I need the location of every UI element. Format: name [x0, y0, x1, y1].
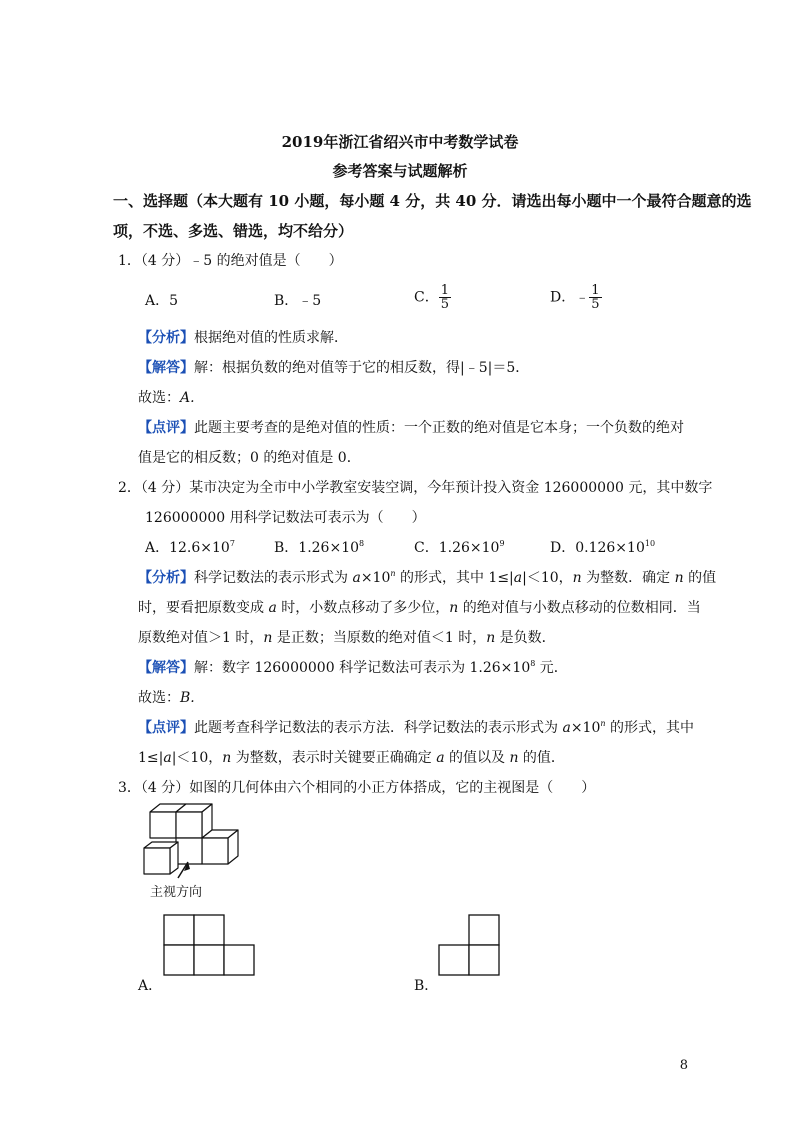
q1-comment-line1: 【点评】此题主要考查的是绝对值的性质：一个正数的绝对值是它本身；一个负数的绝对 [138, 420, 684, 436]
q2-option-c: C．$1.26\times 10^9$ [414, 539, 505, 556]
q2-option-a: A．$12.6\times 10^7$ [145, 539, 235, 556]
q2-analysis-line1: 【分析】科学记数法的表示形式为 $a\times 10^n$ 的形式，其中 1≤|a|＜10，n 为整数．确定 n 的值 [138, 569, 717, 586]
page-title: 2019年浙江省绍兴市中考数学试卷 [281, 133, 519, 151]
q2-option-d: D．$0.126\times 10^{10}$ [550, 539, 656, 556]
section-heading-line1: 一、选择题（本大题有 10 小题，每小题 4 分，共 40 分．请选出每小题中一个最符合题意的选 [113, 192, 752, 210]
page-subtitle: 参考答案与试题解析 [332, 162, 468, 180]
view-direction-label: 主视方向 [150, 885, 203, 900]
q3-option-b: B． [414, 978, 439, 994]
cube-figure [140, 800, 250, 880]
fraction: $\frac{1}{5}$ [440, 283, 449, 312]
q2-stem-line2: 126000000 用科学记数法可表示为（ ） [145, 510, 426, 526]
q1-option-a: A．5 [145, 293, 179, 309]
fraction: $\frac{1}{5}$ [591, 283, 600, 312]
q3-option-a-figure [163, 914, 257, 978]
q3-option-a: A． [138, 978, 163, 994]
q1-option-c: C． $\frac{1}{5}$ [414, 283, 449, 312]
q2-analysis-line3: 原数绝对值＞1 时，n 是正数；当原数的绝对值＜1 时，n 是负数． [138, 630, 556, 646]
q2-comment-line1: 【点评】此题考查科学记数法的表示方法．科学记数法的表示形式为 $a\times 10^n$ 的形式，其中 [138, 719, 694, 736]
page-number: 8 [679, 1058, 688, 1073]
q1-analysis: 【分析】根据绝对值的性质求解． [138, 330, 348, 346]
q2-answer: 【解答】解：数字 126000000 科学记数法可表示为 $1.26\times 10^8$ 元． [138, 659, 568, 676]
q1-comment-line2: 值是它的相反数；0 的绝对值是 0． [138, 450, 361, 466]
section-heading-line2: 项，不选、多选、错选，均不给分） [113, 222, 354, 240]
q2-analysis-line2: 时，要看把原数变成 a 时，小数点移动了多少位，n 的绝对值与小数点移动的位数相同．当 [138, 600, 701, 616]
q2-option-b: B．$1.26\times 10^8$ [274, 539, 365, 556]
q2-comment-line2: 1≤|a|＜10，n 为整数，表示时关键要正确确定 a 的值以及 n 的值． [138, 750, 565, 766]
q1-stem: 1．（4 分）﹣5 的绝对值是（ ） [118, 253, 343, 269]
q2-choice: 故选：B. [138, 690, 195, 706]
q1-choice: 故选：A. [138, 390, 195, 406]
q1-answer: 【解答】解：根据负数的绝对值等于它的相反数，得|﹣5|＝5． [138, 360, 530, 376]
q1-option-d: D．﹣ $\frac{1}{5}$ [550, 283, 600, 312]
q3-option-b-figure [438, 914, 502, 978]
q2-stem-line1: 2．（4 分）某市决定为全市中小学教室安装空调，今年预计投入资金 126000000 元，其中数字 [118, 480, 713, 496]
q3-stem: 3．（4 分）如图的几何体由六个相同的小正方体搭成，它的主视图是（ ） [118, 780, 596, 796]
q1-option-b: B．﹣5 [274, 293, 322, 309]
